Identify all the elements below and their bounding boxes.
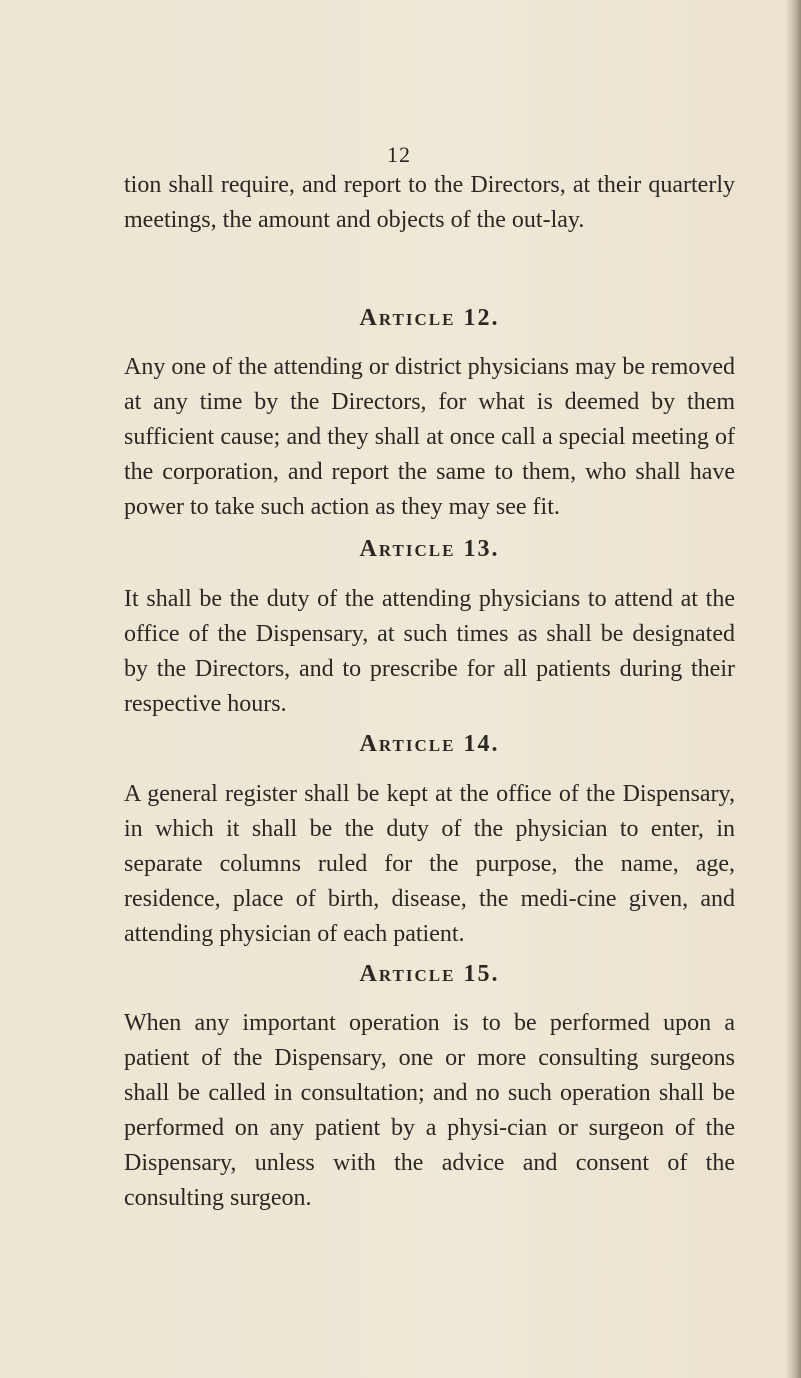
intro-paragraph: tion shall require, and report to the Directors, at their quarterly meetings, the amount and objects of the out-lay. — [124, 172, 735, 233]
article-12-text: Any one of the attending or district physicians may be removed at any time by the Directors, for what is deemed by them sufficient cause; and they shall at once call a special meeting of the corporation, and report the same to them, who shall have power to take such action as they may see fit. — [124, 354, 735, 520]
article-14-text: A general register shall be kept at the office of the Dispensary, in which it shall be the duty of the physician to enter, in separate columns ruled for the purpose, the name, age, residence, place of birth, disease, the medi-cine given, and attending physician of each patient. — [124, 781, 735, 947]
page-number: 12 — [387, 142, 411, 167]
page-edge-shadow — [785, 0, 801, 1378]
article-15-text: When any important operation is to be performed upon a patient of the Dispensary, one or more consulting surgeons shall be called in consultation; and no such operation shall be performed on any patient by a physi-cian or surgeon of the Dispensary, unless with the advice and consent of the consulting surgeon. — [124, 1010, 735, 1211]
article-13-text: It shall be the duty of the attending physicians to attend at the office of the Dispensary, at such times as shall be designated by the Directors, and to prescribe for all patients during their respective hours. — [124, 586, 735, 717]
article-13-heading: Article 13. — [359, 536, 500, 562]
article-15-heading: Article 15. — [359, 961, 500, 987]
article-14-heading: Article 14. — [359, 731, 500, 757]
article-12-heading: Article 12. — [359, 305, 500, 331]
